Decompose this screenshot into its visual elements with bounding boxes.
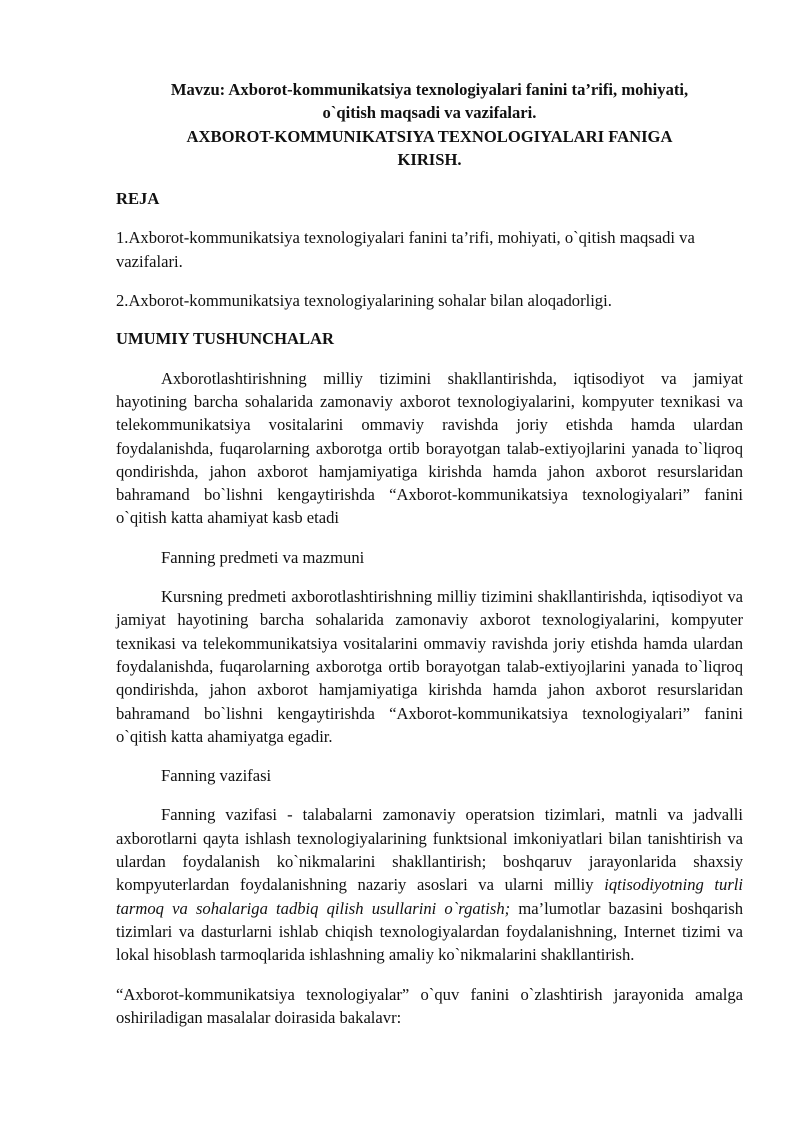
vazifasi-italic-text: iqtisodiyotning turli tarmoq va sohalariga tadbiq qilish usullarini o`rgatish; xyxy=(116,875,743,918)
closing-paragraph: “Axborot-kommunikatsiya texnologiyalar” o`quv fanini o`zlashtirish jarayonida amalga oshiriladigan masalalar doirasida bakalavr: xyxy=(116,984,743,1027)
vazifasi-text-2: ma’lumotlar bazasini boshqarish tizimlari va dasturlarni ishlab chiqish texnologiyalardan foydalanishning, Internet tizimi va lokal hisoblash tarmoqlarida ishlashning amaliy ko`nikmalarini shakllantirish. xyxy=(116,898,743,965)
vazifasi-heading: Fanning vazifasi xyxy=(161,766,272,786)
reja-heading: REJA xyxy=(116,189,160,209)
reja-item-1: 1.Axborot-kommunikatsiya texnologiyalari fanini ta’rifi, mohiyati, o`qitish maqsadi va vazifalari. xyxy=(116,228,695,271)
document-page xyxy=(116,78,743,1029)
title-line-4: KIRISH. xyxy=(397,149,462,169)
vazifasi-text-1: Fanning vazifasi - talabalarni zamonaviy operatsion tizimlari, matnli va jadvalli axborotlarni qayta ishlash texnologiyalarining funktsional imkoniyatlari bilan tanishtirish va ulardan foydalanish ko`nikmalarini shakllantirish; boshqaruv jarayonlarida shaxsiy kompyuterlardan foydalanishning nazariy asoslari va ularni milliy xyxy=(116,805,743,895)
umumiy-heading: UMUMIY TUSHUNCHALAR xyxy=(116,329,335,349)
predmet-heading: Fanning predmeti va mazmuni xyxy=(161,547,365,567)
document-title xyxy=(116,78,743,171)
vazifasi-paragraph xyxy=(116,803,743,966)
title-line-1: Mavzu: Axborot-kommunikatsiya texnologiyalari fanini ta’rifi, mohiyati, xyxy=(170,80,689,99)
reja-item-2: 2.Axborot-kommunikatsiya texnologiyalarining sohalar bilan aloqadorligi. xyxy=(116,291,612,311)
umumiy-paragraph: Axborotlashtirishning milliy tizimini shakllantirishda, iqtisodiyot va jamiyat hayotining barcha sohalarida zamonaviy axborot texnologiyalarini, kompyuter texnikasi va telekommunikatsiya vositalarini ommaviy ravishda joriy etishda hamda ulardan foydalanishda, fuqarolarning axborotga ortib borayotgan talab-extiyojlarini yanada to`liqroq qondirishda, jahon axborot hamjamiyatiga kirishda hamda jahon axborot resurslaridan bahramand bo`lishni kengaytirishda “Axborot-kommunikatsiya texnologiyalari” fanini o`qitish katta ahamiyat kasb etadi xyxy=(116,368,743,528)
title-line-2: o`qitish maqsadi va vazifalari. xyxy=(322,103,537,123)
predmet-paragraph: Kursning predmeti axborotlashtirishning milliy tizimini shakllantirishda, iqtisodiyot va jamiyat hayotining barcha sohalarida zamonaviy axborot texnologiyalarini, kompyuter texnikasi va telekommunikatsiya vositalarini ommaviy ravishda joriy etishda hamda ulardan foydalanishda, fuqarolarning axborotga ortib borayotgan talab-extiyojlarini yanada to`liqroq qondirishda, jahon axborot hamjamiyatiga kirishda hamda jahon axborot resurslaridan bahramand bo`lishni kengaytirishda “Axborot-kommunikatsiya texnologiyalari” fanini o`qitish katta ahamiyatga egadir. xyxy=(116,587,743,746)
title-line-3: AXBOROT-KOMMUNIKATSIYA TEXNOLOGIYALARI FANIGA xyxy=(186,126,673,146)
